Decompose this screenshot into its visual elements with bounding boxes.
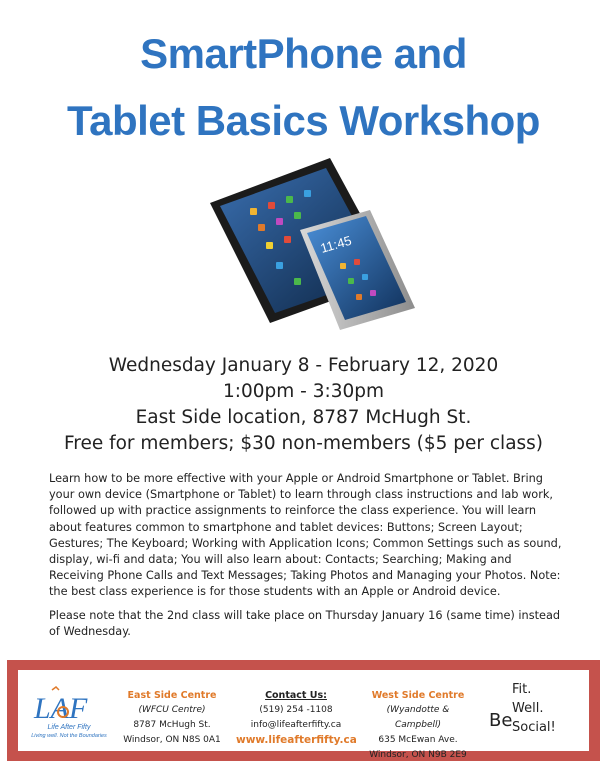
logo-name: Life After Fifty	[47, 724, 91, 731]
schedule-note: Please note that the 2nd class will take place on Thursday January 16 (same time) instead of Wednesday.	[49, 608, 561, 638]
contact-email[interactable]: info@lifeafterfifty.ca	[250, 720, 342, 730]
workshop-title-line1: SmartPhone and	[140, 30, 467, 77]
workshop-description	[49, 471, 564, 647]
contact-info	[236, 688, 356, 748]
workshop-time: 1:00pm - 3:30pm	[222, 381, 385, 402]
footer-content	[18, 670, 589, 760]
west-subheading: (Wyandotte & Campbell)	[386, 705, 450, 730]
west-address: 635 McEwan Ave.	[378, 735, 458, 745]
website-link[interactable]: www.lifeafterfifty.ca	[236, 734, 357, 746]
laf-logo-mark	[24, 686, 114, 726]
phone-shape	[300, 210, 415, 330]
east-city: Windsor, ON N8S 0A1	[123, 735, 221, 745]
west-side-centre-info	[364, 688, 472, 763]
workshop-location: East Side location, 8787 McHugh St.	[135, 407, 472, 428]
slogan-fit: Fit.	[512, 682, 532, 697]
description-paragraph: Learn how to be more effective with your Apple or Android Smartphone or Tablet. Bring your own device (Smartphone or Tablet) to learn through class instructions and lab work, followed up with practice assignments to reinforce the class experience. You will learn about features common to smartphone and tablet devices: Buttons; Screen Layout; Gestures; The Keyboard; Working with Application Icons; Common Settings such as sound, display, wi-fi and data; You will also learn about: Contacts; Searching; Making and Receiving Phone Calls and Text Messages; Taking Photos and Managing your Photos. Note: the best class experience is for those students with an Apple or Android device.	[49, 472, 562, 599]
svg-text:LAF: LAF	[34, 692, 88, 725]
workshop-price: Free for members; $30 non-members ($5 per class)	[63, 433, 544, 454]
contact-heading: Contact Us:	[265, 690, 327, 701]
west-heading: West Side Centre	[371, 690, 465, 701]
contact-phone: (519) 254 -1108	[259, 705, 333, 715]
workshop-title-line2: Tablet Basics Workshop	[67, 97, 540, 144]
east-heading: East Side Centre	[127, 690, 217, 701]
west-city: Windsor, ON N9B 2E9	[369, 750, 467, 760]
east-side-centre-info	[122, 688, 222, 748]
logo-tagline: Living well. Not the Boundaries	[31, 733, 107, 739]
footer-banner	[7, 660, 600, 761]
slogan-well: Well.	[512, 701, 544, 716]
life-after-fifty-logo	[24, 686, 114, 746]
phone-clock: 11:45	[318, 232, 354, 256]
tablet-and-phone-illustration	[180, 158, 430, 338]
workshop-dates: Wednesday January 8 - February 12, 2020	[108, 355, 499, 376]
slogan-social: Social!	[512, 720, 556, 735]
slogan-be: Be	[489, 710, 513, 731]
east-subheading: (WFCU Centre)	[138, 705, 206, 715]
workshop-details	[0, 353, 607, 457]
slogan-words	[512, 680, 556, 737]
east-address: 8787 McHugh St.	[133, 720, 211, 730]
